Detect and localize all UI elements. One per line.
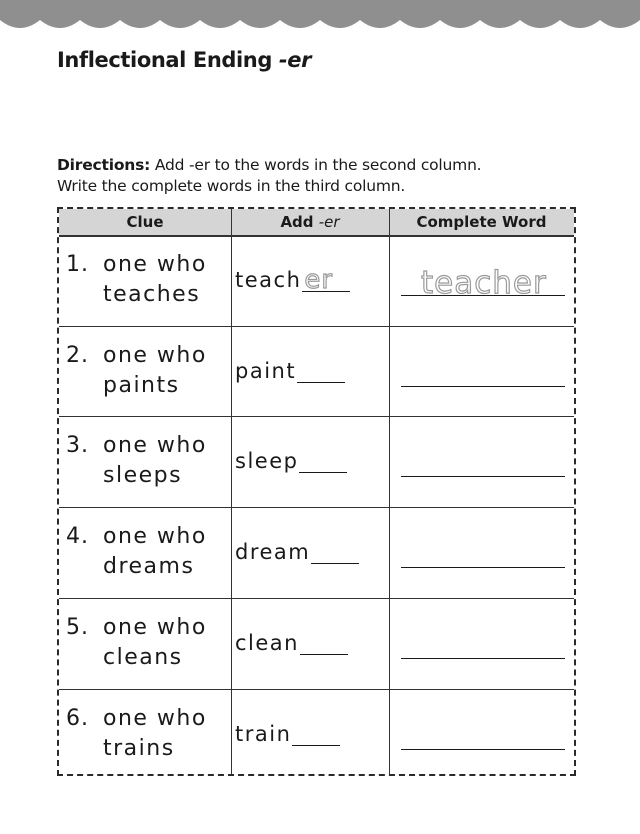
clue-line-1: one who bbox=[103, 433, 207, 459]
clue-number: 5. bbox=[66, 614, 89, 640]
table-row bbox=[59, 416, 574, 506]
base-word-text: paint bbox=[235, 358, 297, 383]
base-word-text: clean bbox=[235, 630, 299, 655]
base-word bbox=[235, 265, 350, 295]
worksheet-table bbox=[57, 207, 576, 776]
complete-word-blank[interactable] bbox=[401, 386, 565, 387]
suffix-blank[interactable] bbox=[311, 539, 359, 564]
table-row bbox=[59, 507, 574, 597]
clue-number: 4. bbox=[66, 524, 89, 550]
clue-line-1: one who bbox=[103, 705, 207, 731]
header-clue: Clue bbox=[126, 213, 164, 231]
clue-line-2: paints bbox=[103, 372, 180, 398]
base-word bbox=[235, 358, 345, 383]
base-word-text: dream bbox=[235, 540, 311, 565]
base-word-text: train bbox=[235, 721, 292, 746]
directions-label: Directions: bbox=[57, 156, 151, 174]
clue-line-1: one who bbox=[103, 252, 207, 277]
page-title bbox=[57, 48, 311, 72]
complete-word-blank[interactable] bbox=[401, 658, 565, 659]
directions-line-1 bbox=[57, 155, 597, 176]
base-word-text: sleep bbox=[235, 449, 299, 474]
clue-line-2: sleeps bbox=[103, 463, 183, 489]
clue-line-1: one who bbox=[103, 342, 207, 368]
clue-number: 6. bbox=[66, 705, 89, 731]
clue-line-2: trains bbox=[103, 735, 175, 761]
scalloped-banner bbox=[0, 0, 640, 40]
base-word bbox=[235, 721, 340, 746]
clue-line-1: one who bbox=[103, 524, 207, 550]
directions bbox=[57, 155, 597, 197]
table-row bbox=[59, 689, 574, 779]
base-word bbox=[235, 448, 347, 473]
clue-number: 3. bbox=[66, 433, 89, 459]
traced-complete-word: teacher bbox=[421, 265, 547, 301]
suffix-blank[interactable] bbox=[302, 265, 350, 295]
header-complete-word: Complete Word bbox=[416, 213, 547, 231]
complete-word-blank[interactable] bbox=[401, 749, 565, 750]
directions-line-2: Write the complete words in the third column. bbox=[57, 177, 406, 195]
complete-word-blank[interactable] bbox=[401, 476, 565, 477]
suffix-blank[interactable] bbox=[292, 721, 340, 746]
base-word bbox=[235, 630, 348, 655]
complete-word-blank[interactable] bbox=[401, 567, 565, 568]
clue-number: 1. bbox=[66, 252, 89, 277]
complete-word-blank[interactable] bbox=[401, 295, 565, 296]
traced-suffix: er bbox=[304, 265, 334, 295]
table-header bbox=[59, 209, 574, 237]
clue-line-1: one who bbox=[103, 614, 207, 640]
clue-line-2: dreams bbox=[103, 554, 195, 580]
base-word-text: teach bbox=[235, 268, 302, 292]
table-row bbox=[59, 326, 574, 416]
table-row bbox=[59, 235, 574, 325]
base-word bbox=[235, 539, 359, 564]
suffix-blank[interactable] bbox=[299, 448, 347, 473]
header-add-suffix: -er bbox=[318, 213, 340, 231]
suffix-blank[interactable] bbox=[297, 358, 345, 383]
title-suffix: -er bbox=[278, 48, 312, 72]
clue-line-2: teaches bbox=[103, 282, 201, 307]
clue-line-2: cleans bbox=[103, 644, 183, 670]
header-add-er bbox=[231, 209, 389, 235]
table-row bbox=[59, 598, 574, 688]
suffix-blank[interactable] bbox=[300, 630, 348, 655]
title-main: Inflectional Ending bbox=[57, 48, 279, 72]
clue-number: 2. bbox=[66, 342, 89, 368]
header-add-prefix: Add bbox=[280, 213, 319, 231]
directions-text: Add -er to the words in the second column. bbox=[150, 156, 482, 174]
